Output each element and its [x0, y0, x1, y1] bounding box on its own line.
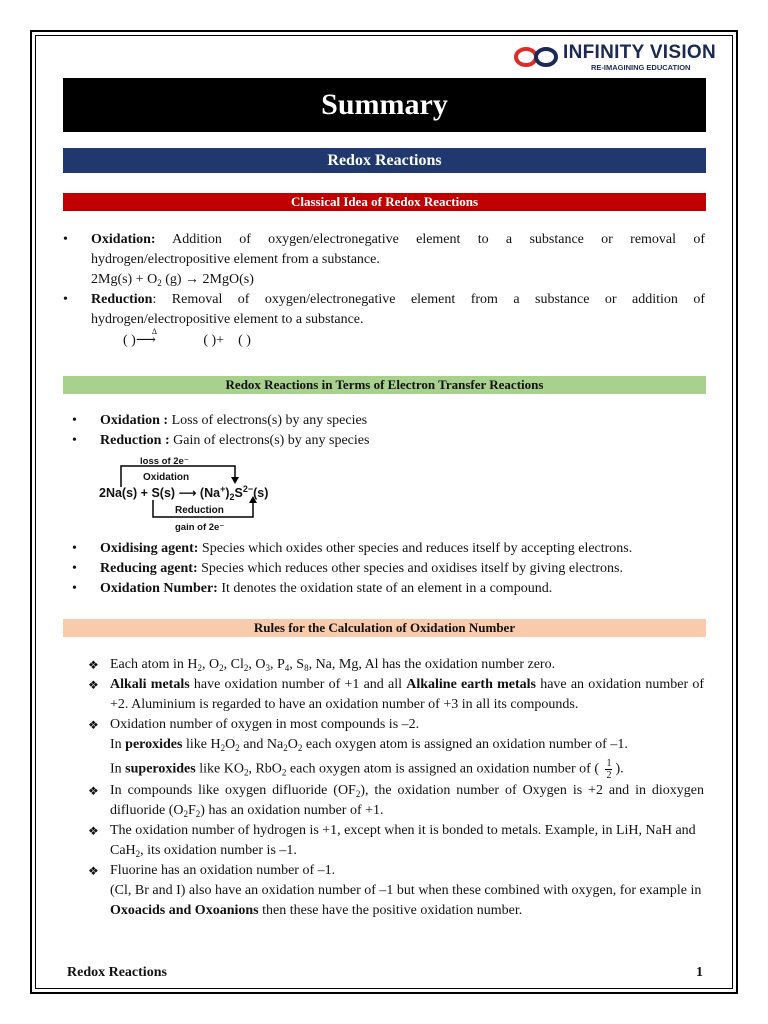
reduction-label: Reduction: [175, 505, 224, 516]
reaction-equation: 2Na(s) + S(s) ⟶ $(Na^+)_2S^{2-}(s)$: [99, 484, 269, 502]
brand-tagline: RE-IMAGINING EDUCATION: [591, 63, 691, 72]
mg-equation: $2Mg(s) + O_2$ (g) → 2MgO(s): [91, 272, 254, 288]
oxidation-definition: Addition of oxygen/electronegative element to a substance or removal of hydrogen/electropositive element from a substance.: [91, 232, 705, 267]
page-number: 1: [696, 965, 703, 980]
oxidation-term: Oxidation:: [91, 232, 156, 247]
electron-defs: [100, 411, 705, 451]
gain-label: gain of 2e⁻: [175, 522, 225, 533]
classical-oxidation-item: [91, 230, 705, 270]
infinity-icon: [513, 44, 561, 70]
agents-list: [100, 539, 705, 599]
brand-logo: [513, 42, 723, 76]
section-title: Redox Reactions: [63, 148, 706, 173]
electron-transfer-heading: Redox Reactions in Terms of Electron Transfer Reactions: [63, 376, 706, 394]
loss-label: loss of 2e⁻: [140, 456, 189, 467]
oxidation-label: Oxidation: [143, 472, 190, 483]
reduction-equation: ( ) Δ ⟶ ( )+ ( ): [123, 327, 251, 348]
fraction: $\frac{1}{2}$: [606, 758, 612, 781]
footer-chapter: Redox Reactions: [67, 965, 167, 980]
electron-reduction-item: • Reduction : Gain of electrons(s) by any species: [100, 431, 705, 451]
oxidation-number-item: • Oxidation Number: It denotes the oxidation state of an element in a compound.: [100, 579, 705, 599]
classical-heading: Classical Idea of Redox Reactions: [63, 193, 706, 211]
rule-oxygen: ❖ Oxidation number of oxygen in most compounds is –2. In peroxides like $H_2O_2$ and $Na_2O_2$ each oxygen atom is assigned an oxidation number of –1. In superoxides like $KO_2$, RbO$_2$ each oxygen atom is assigned an oxidation number of ( $\frac{1}{2}$ ).: [110, 715, 704, 781]
reduction-definition: : Removal of oxygen/electronegative element from a substance or addition of hydrogen/electropositive element to a substance.: [91, 292, 705, 327]
classical-block: [91, 230, 705, 330]
rule-fluorine: ❖ Fluorine has an oxidation number of –1. (Cl, Br and I) also have an oxidation number of –1 but when these combined with oxygen, for example in Oxoacids and Oxoanions then these have the positive oxidation number.: [110, 861, 704, 921]
reduction-term: Reduction: [91, 292, 153, 307]
electron-transfer-diagram: [95, 455, 295, 537]
rule-hydrogen: ❖ The oxidation number of hydrogen is +1, except when it is bonded to metals. Example, in LiH, NaH and CaH$_2$, its oxidation number is –1.: [110, 821, 704, 861]
classical-reduction-item: [91, 290, 705, 330]
rules-heading: Rules for the Calculation of Oxidation Number: [63, 619, 706, 637]
rule-elements-zero: ❖ Each atom in $H_2$, $O_2$, $Cl_2$, $O_3$, $P_4$, $S_8$, Na, Mg, Al has the oxidation number zero.: [110, 655, 704, 675]
rule-alkali-metals: ❖ Alkali metals have oxidation number of +1 and all Alkaline earth metals have an oxidation number of +2. Aluminium is regarded to have an oxidation number of +3 in all its compounds.: [110, 675, 704, 715]
brand-name: INFINITY VISION: [563, 42, 717, 63]
oxidising-agent-item: • Oxidising agent: Species which oxides other species and reduces itself by accepting electrons.: [100, 539, 705, 559]
electron-oxidation-item: • Oxidation : Loss of electrons(s) by any species: [100, 411, 705, 431]
page-title: Summary: [63, 78, 706, 132]
rules-list: [110, 655, 704, 921]
rule-fluorides: ❖ In compounds like oxygen difluoride $(OF_2)$, the oxidation number of Oxygen is +2 and in dioxygen difluoride $(O_2F_2)$ has an oxidation number of +1.: [110, 781, 704, 821]
reducing-agent-item: • Reducing agent: Species which reduces other species and oxidises itself by giving electrons.: [100, 559, 705, 579]
